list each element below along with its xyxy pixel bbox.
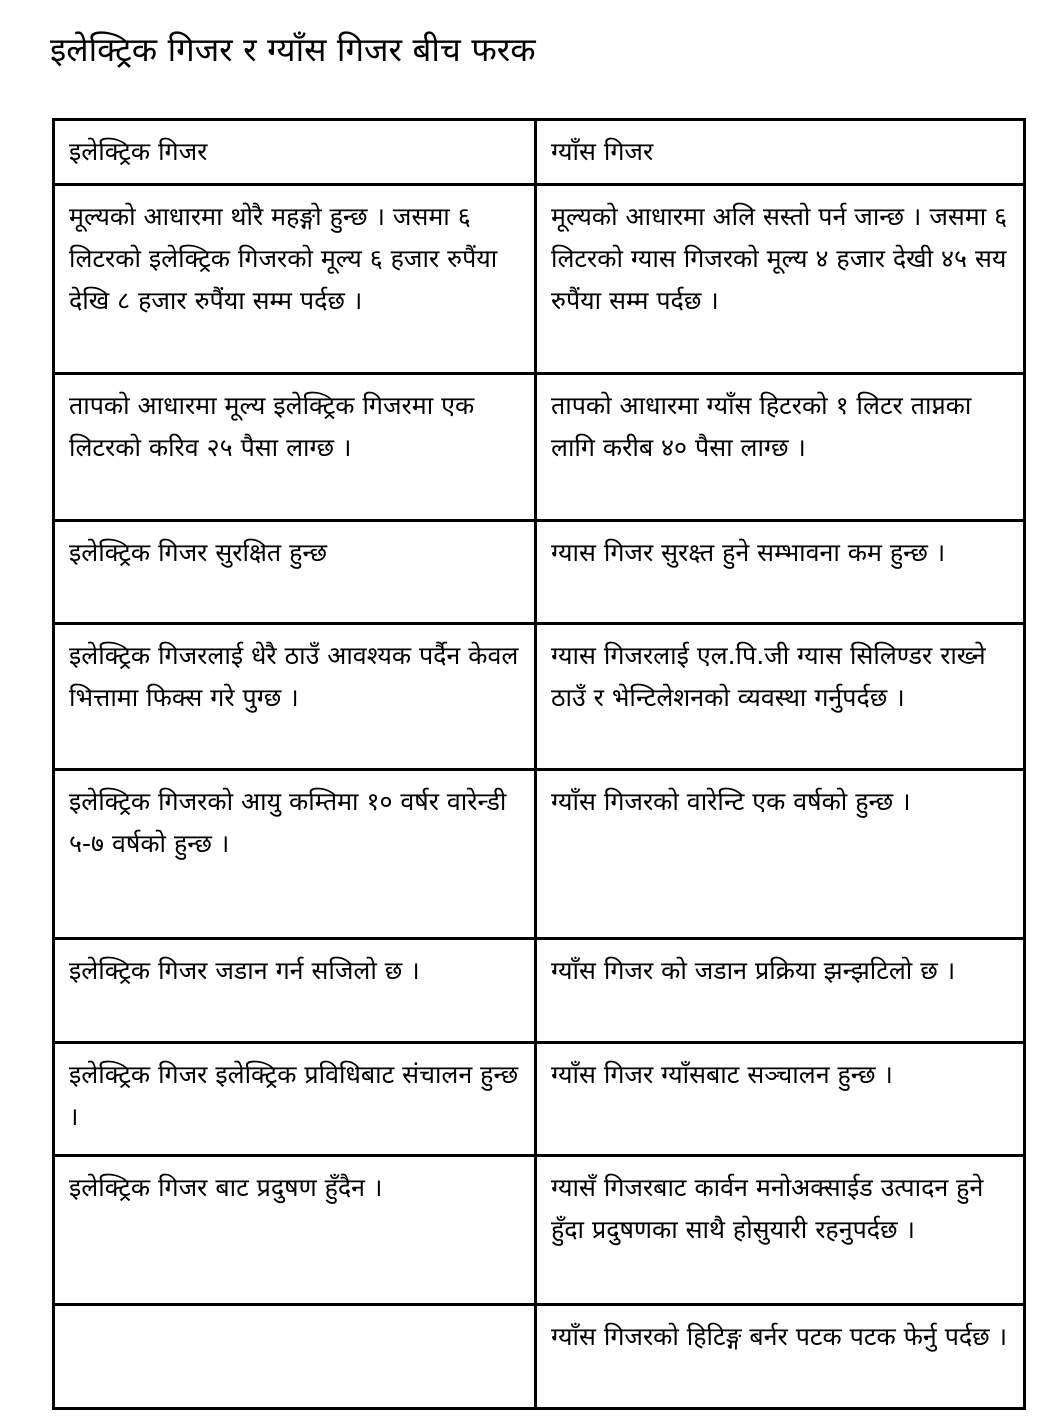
header-gas-geyser: ग्याँस गिजर	[536, 120, 1025, 185]
table-row	[54, 624, 1025, 770]
electric-cell: इलेक्ट्रिक गिजरको आयु कम्तिमा १० वर्षर वारेन्डी ५-७ वर्षको हुन्छ ।	[54, 770, 536, 939]
electric-cell: तापको आधारमा मूल्य इलेक्ट्रिक गिजरमा एक लिटरको करिव २५ पैसा लाग्छ ।	[54, 374, 536, 521]
table-row	[54, 1043, 1025, 1156]
table-row	[54, 770, 1025, 939]
gas-cell: ग्यासँ गिजरबाट कार्वन मनोअक्साईड उत्पादन हुने हुँदा प्रदुषणका साथै होसुयारी रहनुपर्दछ ।	[536, 1156, 1025, 1305]
electric-cell: इलेक्ट्रिक गिजरलाई धेरै ठाउँ आवश्यक पर्दैन केवल भित्तामा फिक्स गरे पुग्छ ।	[54, 624, 536, 770]
electric-cell: इलेक्ट्रिक गिजर बाट प्रदुषण हुँदैन ।	[54, 1156, 536, 1305]
electric-cell: इलेक्ट्रिक गिजर जडान गर्न सजिलो छ ।	[54, 939, 536, 1043]
table-row	[54, 521, 1025, 624]
table-row	[54, 939, 1025, 1043]
gas-cell: मूल्यको आधारमा अलि सस्तो पर्न जान्छ । जसमा ६ लिटरको ग्यास गिजरको मूल्य ४ हजार देखी ४५ सय रुपैंया सम्म पर्दछ ।	[536, 185, 1025, 374]
electric-cell: मूल्यको आधारमा थोरै महङ्गो हुन्छ । जसमा ६ लिटरको इलेक्ट्रिक गिजरको मूल्य ६ हजार रुपैंया देखि ८ हजार रुपैंया सम्म पर्दछ ।	[54, 185, 536, 374]
table-header-row	[54, 120, 1025, 185]
electric-cell: इलेक्ट्रिक गिजर इलेक्ट्रिक प्रविधिबाट संचालन हुन्छ ।	[54, 1043, 536, 1156]
page-title: इलेक्ट्रिक गिजर र ग्याँस गिजर बीच फरक	[50, 30, 536, 69]
gas-cell: ग्याँस गिजर ग्याँसबाट सञ्चालन हुन्छ ।	[536, 1043, 1025, 1156]
comparison-table	[52, 118, 1026, 1410]
gas-cell: ग्यास गिजर सुरक्ष्त हुने सम्भावना कम हुन्छ ।	[536, 521, 1025, 624]
table-row	[54, 1156, 1025, 1305]
header-electric-geyser: इलेक्ट्रिक गिजर	[54, 120, 536, 185]
gas-cell: ग्याँस गिजरको हिटिङ्ग बर्नर पटक पटक फेर्नु पर्दछ ।	[536, 1305, 1025, 1409]
table-row	[54, 185, 1025, 374]
table-row	[54, 1305, 1025, 1409]
gas-cell: तापको आधारमा ग्याँस हिटरको १ लिटर ताप्नका लागि करीब ४० पैसा लाग्छ ।	[536, 374, 1025, 521]
gas-cell: ग्यास गिजरलाई एल.पि.जी ग्यास सिलिण्डर राख्ने ठाउँ र भेन्टिलेशनको व्यवस्था गर्नुपर्दछ ।	[536, 624, 1025, 770]
gas-cell: ग्याँस गिजरको वारेन्टि एक वर्षको हुन्छ ।	[536, 770, 1025, 939]
electric-cell: इलेक्ट्रिक गिजर सुरक्षित हुन्छ	[54, 521, 536, 624]
table-row	[54, 374, 1025, 521]
electric-cell	[54, 1305, 536, 1409]
gas-cell: ग्याँस गिजर को जडान प्रक्रिया झन्झटिलो छ ।	[536, 939, 1025, 1043]
